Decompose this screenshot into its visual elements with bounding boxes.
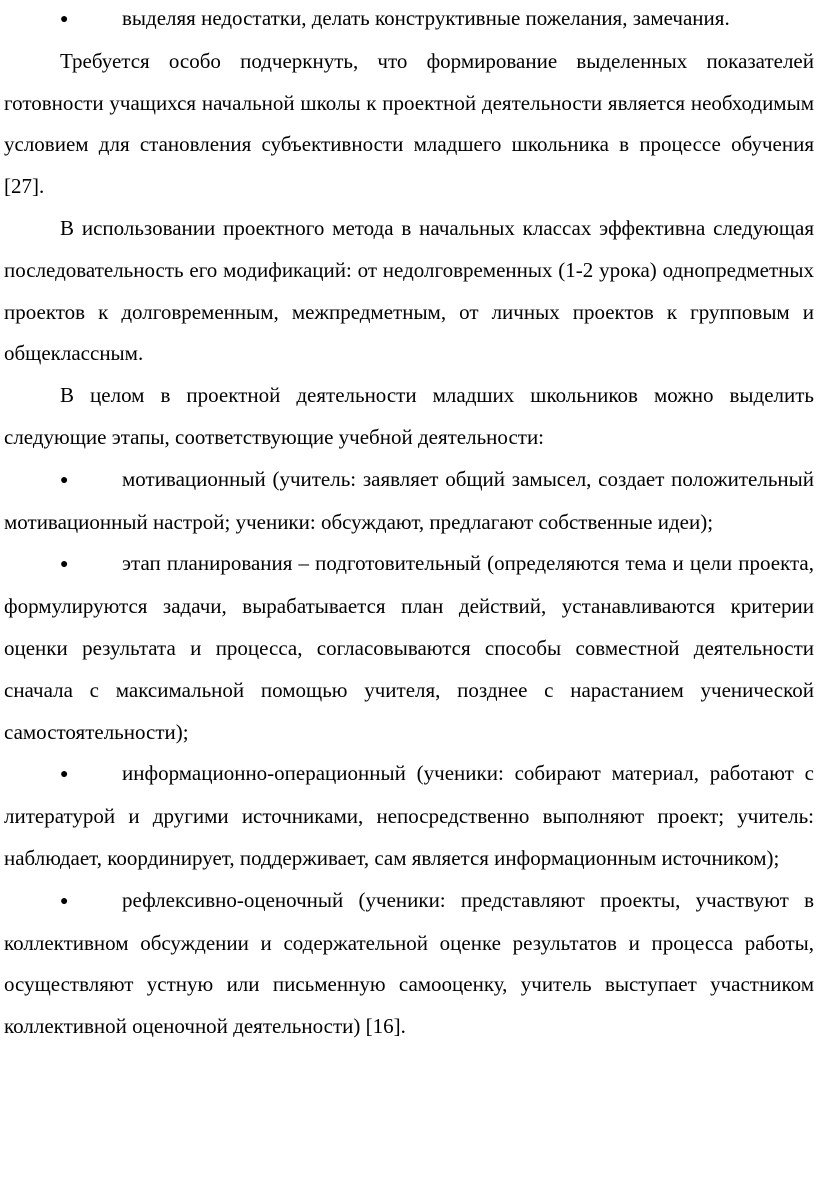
bullet-icon: ● [60, 893, 69, 909]
list-item-text: информационно-операционный (ученики: собирают материал, работают с литературой и другими источниками, непосредственно выполняют проект; учитель: наблюдает, координирует, поддерживает, сам является информационным источником); [4, 761, 814, 870]
paragraph: В целом в проектной деятельности младших школьников можно выделить следующие этапы, соответствующие учебной деятельности: [4, 383, 814, 449]
list-item [4, 459, 814, 544]
list-item-text: рефлексивно-оценочный (ученики: представляют проекты, участвуют в коллективном обсуждении и содержательной оценке результатов и процесса работы, осуществляют устную или письменную самооценку, учитель выступает участником коллективной оценочной деятельности) [16]. [4, 887, 814, 1039]
bullet-icon: ● [60, 557, 69, 573]
list-item-text: этап планирования – подготовительный (определяются тема и цели проекта, формулируются задачи, вырабатывается план действий, устанавливаются критерии оценки результата и процесса, согласовываются способы совместной деятельности сначала с максимальной помощью учителя, позднее с нарастанием ученической самостоятельности); [4, 551, 814, 744]
list-item-text: мотивационный (учитель: заявляет общий замысел, создает положительный мотивационный настрой; ученики: обсуждают, предлагают собственные идеи); [4, 466, 814, 534]
bullet-icon: ● [60, 767, 69, 783]
bullet-icon: ● [60, 12, 69, 27]
list-item-text: выделяя недостатки, делать конструктивные пожелания, замечания. [122, 6, 730, 30]
list-item [4, 753, 814, 879]
list-item [4, 0, 814, 41]
list-item [4, 880, 814, 1048]
bullet-icon: ● [60, 472, 69, 488]
paragraph: Требуется особо подчеркнуть, что формирование выделенных показателей готовности учащихся начальной школы к проектной деятельности является необходимым условием для становления субъективности младшего школьника в процессе обучения [27]. [4, 48, 814, 199]
list-item [4, 543, 814, 753]
paragraph: В использовании проектного метода в начальных классах эффективна следующая последовательность его модификаций: от недолговременных (1-2 урока) однопредметных проектов к долговременным, межпредметным, от личных проектов к групповым и общеклассным. [4, 215, 814, 366]
